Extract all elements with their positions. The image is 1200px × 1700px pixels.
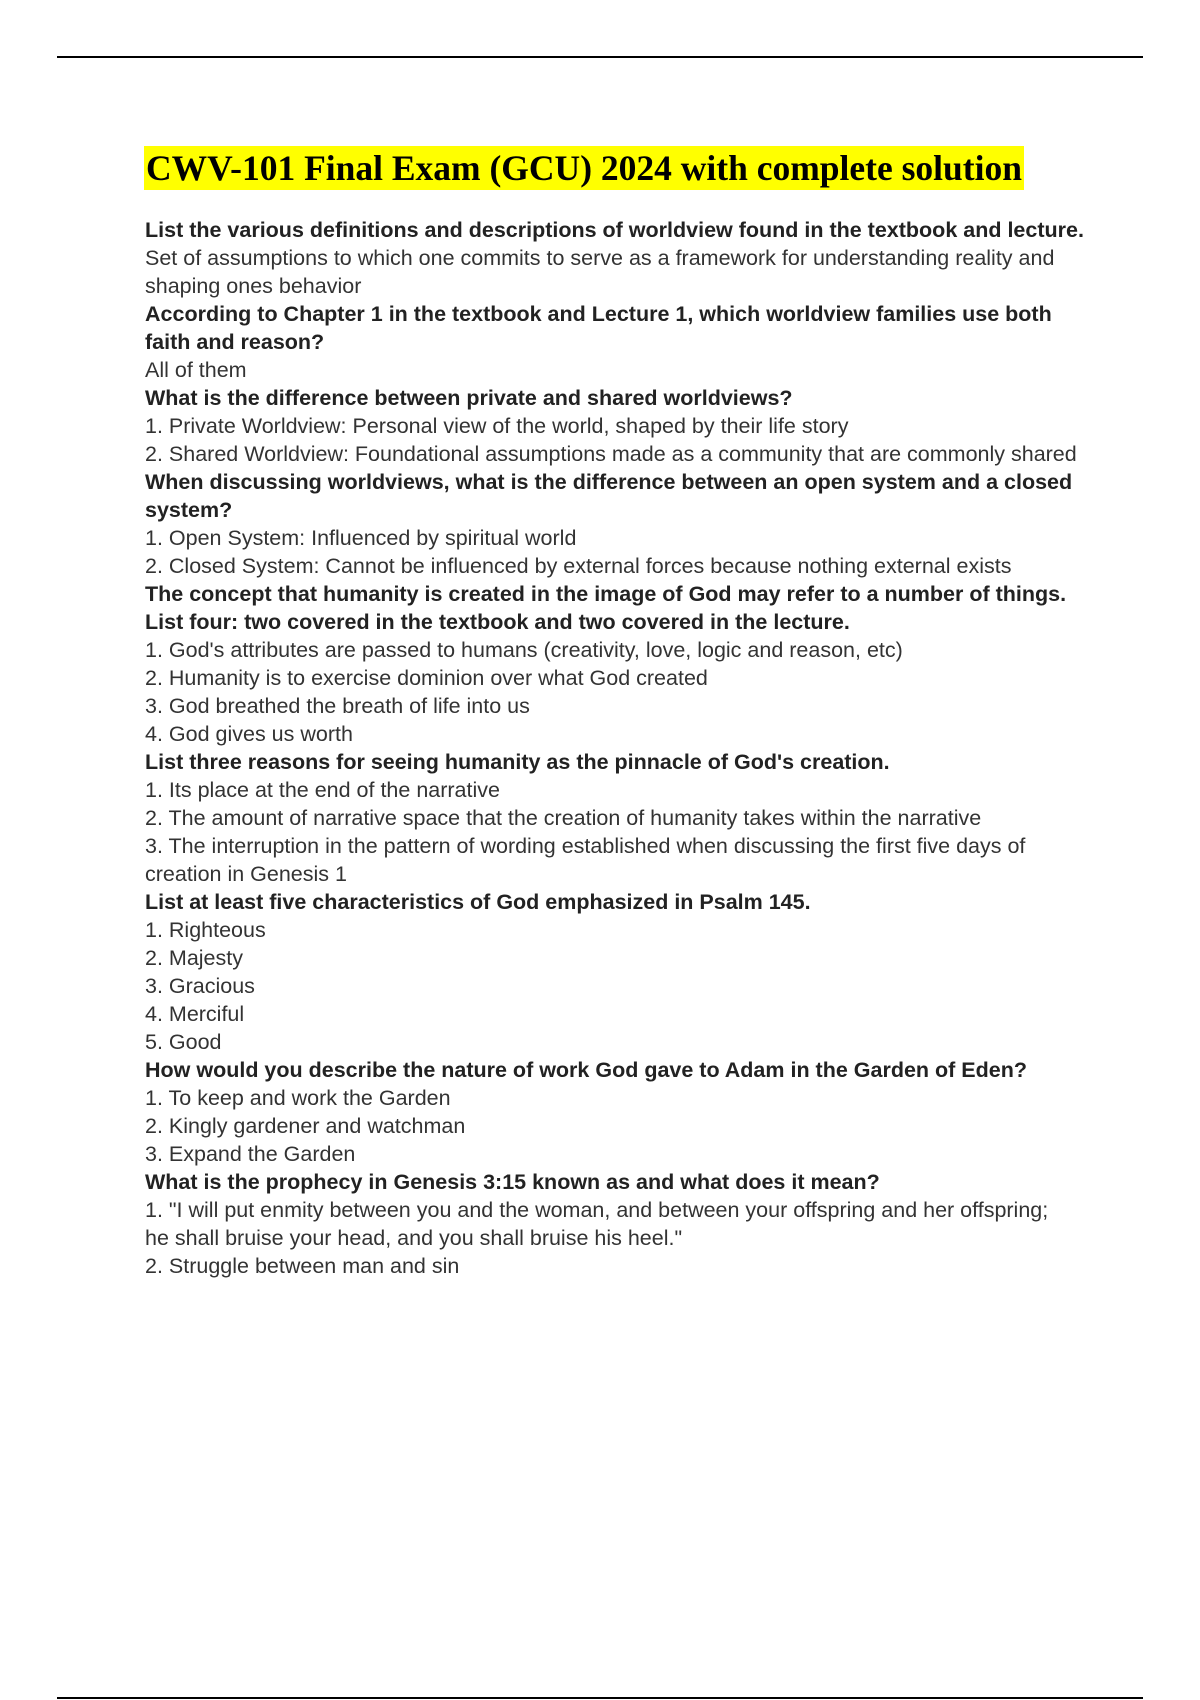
qa-item — [145, 384, 1090, 468]
answer — [145, 1196, 1090, 1280]
question: List the various definitions and descriptions of worldview found in the textbook and lecture. — [145, 218, 1084, 242]
answer-line: 1. Righteous — [145, 918, 266, 942]
question: According to Chapter 1 in the textbook and Lecture 1, which worldview families use both faith and reason? — [145, 302, 1052, 354]
answer-line: 1. "I will put enmity between you and the woman, and between your offspring and her offspring; — [145, 1198, 1049, 1222]
answer-line: 2. The amount of narrative space that the creation of humanity takes within the narrative — [145, 806, 982, 830]
answer-line: 1. Its place at the end of the narrative — [145, 778, 500, 802]
answer-line: 1. Private Worldview: Personal view of the world, shaped by their life story — [145, 414, 849, 438]
answer-line: he shall bruise your head, and you shall bruise his heel." — [145, 1226, 683, 1250]
question: What is the prophecy in Genesis 3:15 known as and what does it mean? — [145, 1170, 880, 1194]
answer-line: 1. Open System: Influenced by spiritual world — [145, 526, 577, 550]
answer — [145, 524, 1090, 580]
question: List at least five characteristics of God emphasized in Psalm 145. — [145, 890, 811, 914]
answer-line: All of them — [145, 358, 247, 382]
answer-line: 2. Majesty — [145, 946, 243, 970]
answer — [145, 244, 1090, 300]
qa-item — [145, 468, 1090, 580]
answer-line: Set of assumptions to which one commits to serve as a framework for understanding reality and shaping ones behavior — [145, 246, 1055, 298]
answer — [145, 916, 1090, 1056]
answer-line: 2. Struggle between man and sin — [145, 1254, 460, 1278]
answer-line: 2. Shared Worldview: Foundational assumptions made as a community that are commonly shared — [145, 442, 1077, 466]
answer-line: 2. Humanity is to exercise dominion over what God created — [145, 666, 708, 690]
qa-list — [145, 216, 1090, 1280]
answer — [145, 776, 1090, 888]
answer — [145, 636, 1090, 748]
answer-line: 3. The interruption in the pattern of wording established when discussing the first five days of creation in Genesis 1 — [145, 834, 1026, 886]
answer-line: 5. Good — [145, 1030, 222, 1054]
answer-line: 3. God breathed the breath of life into us — [145, 694, 530, 718]
qa-item — [145, 216, 1090, 300]
qa-item — [145, 1168, 1090, 1280]
answer-line: 1. God's attributes are passed to humans (creativity, love, logic and reason, etc) — [145, 638, 903, 662]
answer-line: 4. Merciful — [145, 1002, 245, 1026]
qa-item — [145, 748, 1090, 888]
answer — [145, 412, 1090, 468]
answer-line: 1. To keep and work the Garden — [145, 1086, 451, 1110]
question: What is the difference between private and shared worldviews? — [145, 386, 793, 410]
document-title: CWV-101 Final Exam (GCU) 2024 with complete solution — [146, 148, 1022, 188]
question: How would you describe the nature of work God gave to Adam in the Garden of Eden? — [145, 1058, 1027, 1082]
question: List three reasons for seeing humanity as the pinnacle of God's creation. — [145, 750, 890, 774]
answer-line: 4. God gives us worth — [145, 722, 353, 746]
qa-item — [145, 888, 1090, 1056]
top-rule — [57, 56, 1143, 58]
answer-line: 3. Gracious — [145, 974, 255, 998]
answer — [145, 356, 1090, 384]
answer-line: 3. Expand the Garden — [145, 1142, 356, 1166]
qa-item — [145, 1056, 1090, 1168]
question: When discussing worldviews, what is the difference between an open system and a closed system? — [145, 470, 1073, 522]
title-block — [144, 146, 1024, 190]
bottom-rule — [57, 1697, 1143, 1699]
qa-item — [145, 580, 1090, 748]
answer — [145, 1084, 1090, 1168]
question: The concept that humanity is created in the image of God may refer to a number of things. List four: two covered in the textbook and two covered in the lecture. — [145, 582, 1067, 634]
answer-line: 2. Kingly gardener and watchman — [145, 1114, 466, 1138]
answer-line: 2. Closed System: Cannot be influenced by external forces because nothing external exists — [145, 554, 1012, 578]
qa-item — [145, 300, 1090, 384]
